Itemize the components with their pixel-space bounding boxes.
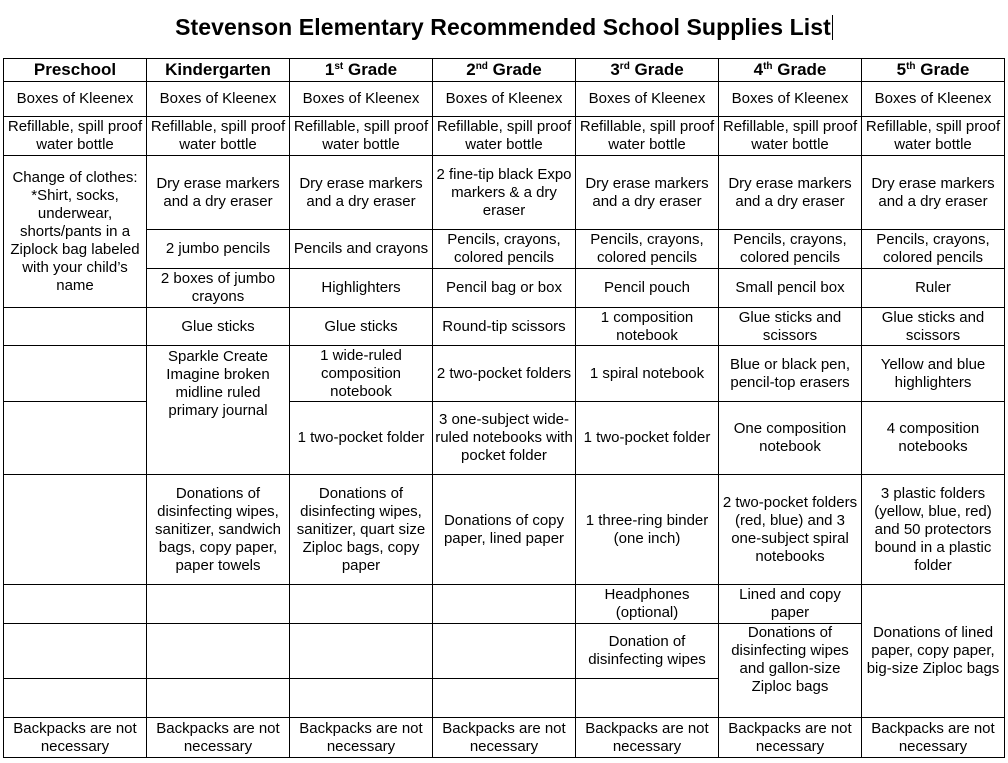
cell-grade3-water-bottle: Refillable, spill proof water bottle: [576, 117, 719, 156]
cell-grade1-pencils: Pencils and crayons: [290, 230, 433, 269]
cell-preschool-empty: [4, 585, 147, 624]
cell-grade2-folders: 2 two-pocket folders: [433, 346, 576, 402]
header-preschool: Preschool: [4, 59, 147, 82]
title-text: Stevenson Elementary Recommended School Supplies List: [175, 14, 831, 40]
cell-preschool-empty: [4, 308, 147, 346]
cell-grade1-highlighters: Highlighters: [290, 269, 433, 308]
cell-grade4-water-bottle: Refillable, spill proof water bottle: [719, 117, 862, 156]
cell-kindergarten-donations: Donations of disinfecting wipes, sanitizer, sandwich bags, copy paper, paper towels: [147, 475, 290, 585]
cell-grade4-kleenex: Boxes of Kleenex: [719, 82, 862, 117]
cell-preschool-kleenex: Boxes of Kleenex: [4, 82, 147, 117]
cell-grade5-water-bottle: Refillable, spill proof water bottle: [862, 117, 1005, 156]
supplies-table: [3, 58, 1005, 758]
cell-preschool-empty: [4, 679, 147, 718]
page-title: [0, 14, 1008, 41]
cell-preschool-empty: [4, 402, 147, 475]
cell-kindergarten-empty: [147, 679, 290, 718]
cell-grade2-kleenex: Boxes of Kleenex: [433, 82, 576, 117]
cell-kindergarten-water-bottle: Refillable, spill proof water bottle: [147, 117, 290, 156]
cell-grade5-kleenex: Boxes of Kleenex: [862, 82, 1005, 117]
cell-preschool-backpack: Backpacks are not necessary: [4, 718, 147, 758]
table-row: [4, 156, 1005, 230]
header-grade-5: 5th Grade: [862, 59, 1005, 82]
cell-grade1-kleenex: Boxes of Kleenex: [290, 82, 433, 117]
cell-kindergarten-markers: Dry erase markers and a dry eraser: [147, 156, 290, 230]
cell-grade5-markers: Dry erase markers and a dry eraser: [862, 156, 1005, 230]
header-grade-4: 4th Grade: [719, 59, 862, 82]
cell-grade4-pens: Blue or black pen, pencil-top erasers: [719, 346, 862, 402]
cell-grade1-empty: [290, 585, 433, 624]
cell-kindergarten-glue: Glue sticks: [147, 308, 290, 346]
cell-grade3-markers: Dry erase markers and a dry eraser: [576, 156, 719, 230]
cell-kindergarten-kleenex: Boxes of Kleenex: [147, 82, 290, 117]
cell-grade5-highlighters: Yellow and blue highlighters: [862, 346, 1005, 402]
table-row: [4, 82, 1005, 117]
cell-grade4-paper: Lined and copy paper: [719, 585, 862, 624]
table-row: [4, 718, 1005, 758]
cell-grade2-empty: [433, 679, 576, 718]
cell-grade2-water-bottle: Refillable, spill proof water bottle: [433, 117, 576, 156]
cell-grade3-donations: Donation of disinfecting wipes: [576, 624, 719, 679]
cell-grade5-backpack: Backpacks are not necessary: [862, 718, 1005, 758]
table-row: [4, 117, 1005, 156]
cell-kindergarten-empty: [147, 624, 290, 679]
table-row: [4, 585, 1005, 624]
cell-grade3-composition: 1 composition notebook: [576, 308, 719, 346]
cell-grade5-ruler: Ruler: [862, 269, 1005, 308]
cell-kindergarten-pencils: 2 jumbo pencils: [147, 230, 290, 269]
cell-grade4-folders: 2 two-pocket folders (red, blue) and 3 one-subject spiral notebooks: [719, 475, 862, 585]
cell-kindergarten-crayons: 2 boxes of jumbo crayons: [147, 269, 290, 308]
table-row: [4, 269, 1005, 308]
cell-grade3-backpack: Backpacks are not necessary: [576, 718, 719, 758]
cell-grade4-donations: Donations of disinfecting wipes and gallon-size Ziploc bags: [719, 624, 862, 718]
cell-grade4-markers: Dry erase markers and a dry eraser: [719, 156, 862, 230]
cell-grade5-pencils: Pencils, crayons, colored pencils: [862, 230, 1005, 269]
cell-preschool-empty: [4, 624, 147, 679]
cell-grade1-folder: 1 two-pocket folder: [290, 402, 433, 475]
cell-grade4-backpack: Backpacks are not necessary: [719, 718, 862, 758]
cell-grade1-glue: Glue sticks: [290, 308, 433, 346]
cell-kindergarten-journal: Sparkle Create Imagine broken midline ruled primary journal: [147, 346, 290, 475]
cell-grade2-backpack: Backpacks are not necessary: [433, 718, 576, 758]
cell-grade2-empty: [433, 585, 576, 624]
cell-grade3-kleenex: Boxes of Kleenex: [576, 82, 719, 117]
text-cursor: [832, 15, 833, 40]
table-row: [4, 230, 1005, 269]
table-row: [4, 308, 1005, 346]
cell-grade1-donations: Donations of disinfecting wipes, sanitizer, quart size Ziploc bags, copy paper: [290, 475, 433, 585]
cell-grade4-pencil-box: Small pencil box: [719, 269, 862, 308]
cell-grade5-folders: 3 plastic folders (yellow, blue, red) and 50 protectors bound in a plastic folder: [862, 475, 1005, 585]
cell-grade3-headphones: Headphones (optional): [576, 585, 719, 624]
cell-kindergarten-empty: [147, 585, 290, 624]
cell-kindergarten-backpack: Backpacks are not necessary: [147, 718, 290, 758]
cell-grade1-backpack: Backpacks are not necessary: [290, 718, 433, 758]
cell-grade5-donations: Donations of lined paper, copy paper, big-size Ziploc bags: [862, 585, 1005, 718]
cell-preschool-empty: [4, 475, 147, 585]
header-grade-1: 1st Grade: [290, 59, 433, 82]
cell-grade3-empty: [576, 679, 719, 718]
cell-grade1-notebook: 1 wide-ruled composition notebook: [290, 346, 433, 402]
cell-grade1-empty: [290, 624, 433, 679]
cell-grade3-folder: 1 two-pocket folder: [576, 402, 719, 475]
cell-grade2-donations: Donations of copy paper, lined paper: [433, 475, 576, 585]
cell-grade4-composition: One composition notebook: [719, 402, 862, 475]
cell-grade3-spiral: 1 spiral notebook: [576, 346, 719, 402]
cell-grade2-pencil-bag: Pencil bag or box: [433, 269, 576, 308]
table-row: [4, 346, 1005, 402]
cell-grade2-markers: 2 fine-tip black Expo markers & a dry eraser: [433, 156, 576, 230]
cell-grade3-pencils: Pencils, crayons, colored pencils: [576, 230, 719, 269]
cell-grade1-water-bottle: Refillable, spill proof water bottle: [290, 117, 433, 156]
cell-grade4-glue: Glue sticks and scissors: [719, 308, 862, 346]
cell-preschool-clothes: Change of clothes: *Shirt, socks, underwear, shorts/pants in a Ziplock bag labeled with your child’s name: [4, 156, 147, 308]
header-grade-3: 3rd Grade: [576, 59, 719, 82]
cell-grade2-scissors: Round-tip scissors: [433, 308, 576, 346]
cell-grade5-composition: 4 composition notebooks: [862, 402, 1005, 475]
cell-grade3-binder: 1 three-ring binder (one inch): [576, 475, 719, 585]
header-row: [4, 59, 1005, 82]
table-row: [4, 624, 1005, 679]
cell-grade2-notebooks: 3 one-subject wide-ruled notebooks with pocket folder: [433, 402, 576, 475]
cell-preschool-empty: [4, 346, 147, 402]
cell-grade4-pencils: Pencils, crayons, colored pencils: [719, 230, 862, 269]
cell-grade5-glue: Glue sticks and scissors: [862, 308, 1005, 346]
cell-grade2-empty: [433, 624, 576, 679]
header-grade-2: 2nd Grade: [433, 59, 576, 82]
cell-grade1-markers: Dry erase markers and a dry eraser: [290, 156, 433, 230]
cell-grade3-pouch: Pencil pouch: [576, 269, 719, 308]
header-kindergarten: Kindergarten: [147, 59, 290, 82]
cell-grade2-pencils: Pencils, crayons, colored pencils: [433, 230, 576, 269]
cell-preschool-water-bottle: Refillable, spill proof water bottle: [4, 117, 147, 156]
table-row: [4, 475, 1005, 585]
cell-grade1-empty: [290, 679, 433, 718]
